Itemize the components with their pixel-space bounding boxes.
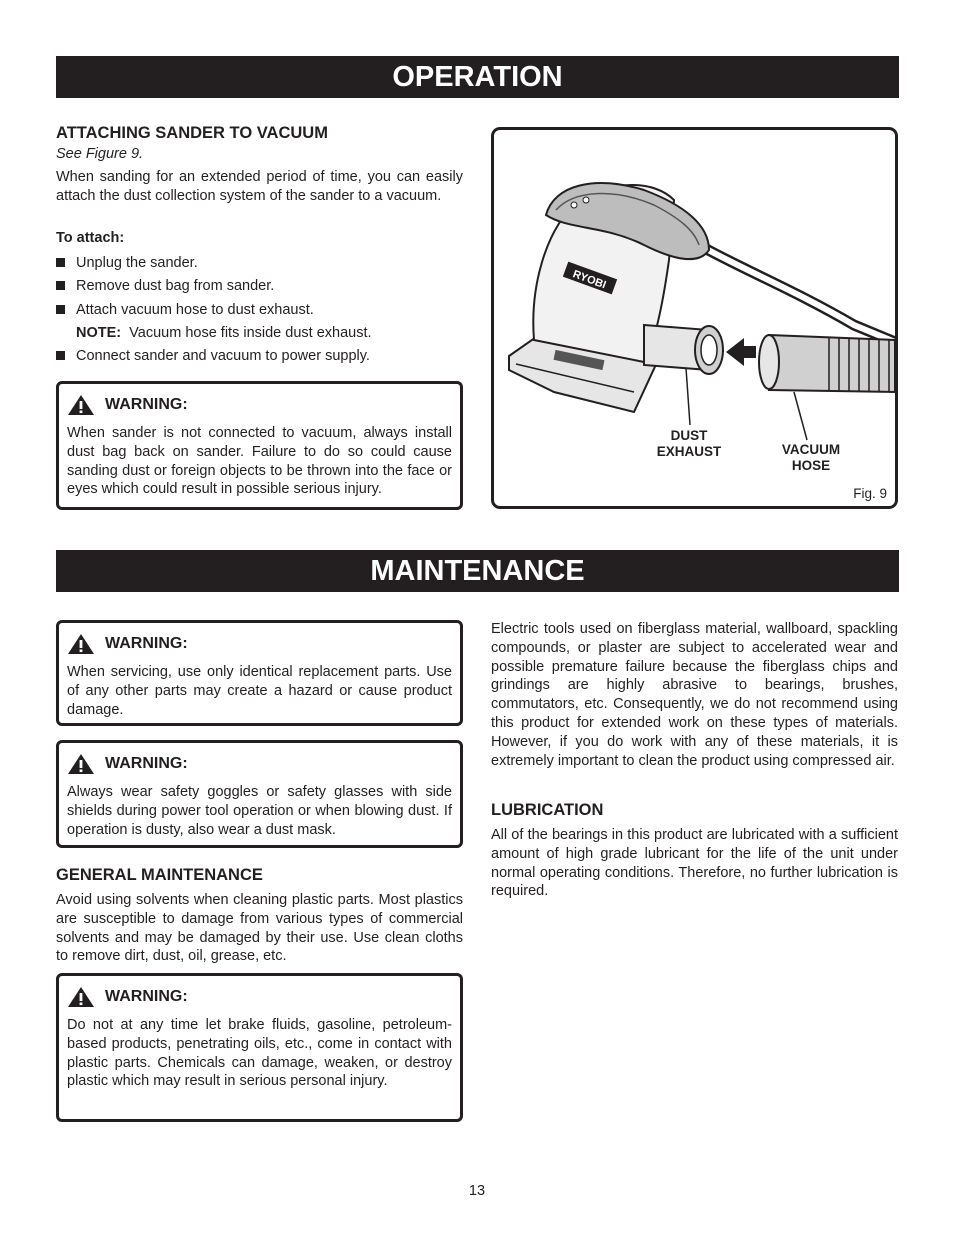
warning-triangle-icon [67,986,95,1008]
page-number: 13 [468,1183,486,1199]
warning-box-dust-bag [56,381,463,510]
warning-text: Always wear safety goggles or safety glasses with side shields during power tool operation or when blowing dust. If operation is dusty, also wear a dust mask. [67,784,452,838]
lubrication-heading: LUBRICATION [491,801,604,819]
warning-triangle-icon [67,633,95,655]
warning-box-chemicals [56,973,463,1122]
figure-caption: Fig. 9 [853,486,887,501]
brand-logo: RYOBI [571,268,608,292]
general-maintenance-heading: GENERAL MAINTENANCE [56,866,263,884]
warning-box-safety-goggles [56,740,463,848]
warning-label: WARNING: [105,755,188,772]
operation-banner: OPERATION [56,56,899,98]
see-figure: See Figure 9. [56,146,144,162]
warning-text: When sander is not connected to vacuum, always install dust bag back on sander. Failure to do so could cause sanding dust or foreign objects to be thrown into the face or eyes which could result in possible serious injury. [67,425,452,498]
warning-text: When servicing, use only identical replacement parts. Use of any other parts may create a hazard or cause product damage. [67,664,452,718]
dust-exhaust-label: DUST EXHAUST [656,428,722,459]
warning-label: WARNING: [105,988,188,1005]
figure-9 [491,127,898,509]
warning-label: WARNING: [105,396,188,413]
general-maintenance-text: Avoid using solvents when cleaning plastic parts. Most plastics are susceptible to damage from various types of commercial solvents and may be damaged by their use. Use clean cloths to remove dirt, dust, oil, grease, etc. [56,892,463,965]
attaching-intro: When sanding for an extended period of time, you can easily attach the dust collection system of the sander to a vacuum. [56,169,463,204]
warning-label: WARNING: [105,635,188,652]
warning-triangle-icon [67,394,95,416]
list-item: Connect sander and vacuum to power supply. [56,347,466,370]
warning-text: Do not at any time let brake fluids, gasoline, petroleum-based products, penetrating oils, etc., come in contact with plastic parts. Chemicals can damage, weaken, or destroy plastic which may result in serious personal injury. [67,1017,452,1090]
to-attach-label: To attach: [56,230,125,246]
list-item: Unplug the sander. [56,254,466,277]
note-item: NOTE: Vacuum hose fits inside dust exhaust. [76,324,372,341]
fiberglass-text: Electric tools used on fiberglass material, wallboard, spackling compounds, or plaster are subject to accelerated wear and possible premature failure because the fiberglass chips and grindings are highly abrasive to bearings, brushes, commutators, etc. Consequently, we do not recommend using this product for extended work on these types of materials. However, if you do work with any of these materials, it is extremely important to clean the product using compressed air. [491,621,898,769]
warning-triangle-icon [67,753,95,775]
vacuum-hose-label: VACUUM HOSE [781,442,841,473]
list-item: Remove dust bag from sander. [56,277,466,300]
attach-steps [56,254,466,370]
list-item: Attach vacuum hose to dust exhaust. [56,301,466,324]
attaching-heading: ATTACHING SANDER TO VACUUM [56,124,328,142]
maintenance-banner: MAINTENANCE [56,550,899,592]
lubrication-text: All of the bearings in this product are lubricated with a sufficient amount of high grade lubricant for the life of the unit under normal operating conditions. Therefore, no further lubrication is required. [491,827,898,900]
warning-box-replacement-parts [56,620,463,726]
